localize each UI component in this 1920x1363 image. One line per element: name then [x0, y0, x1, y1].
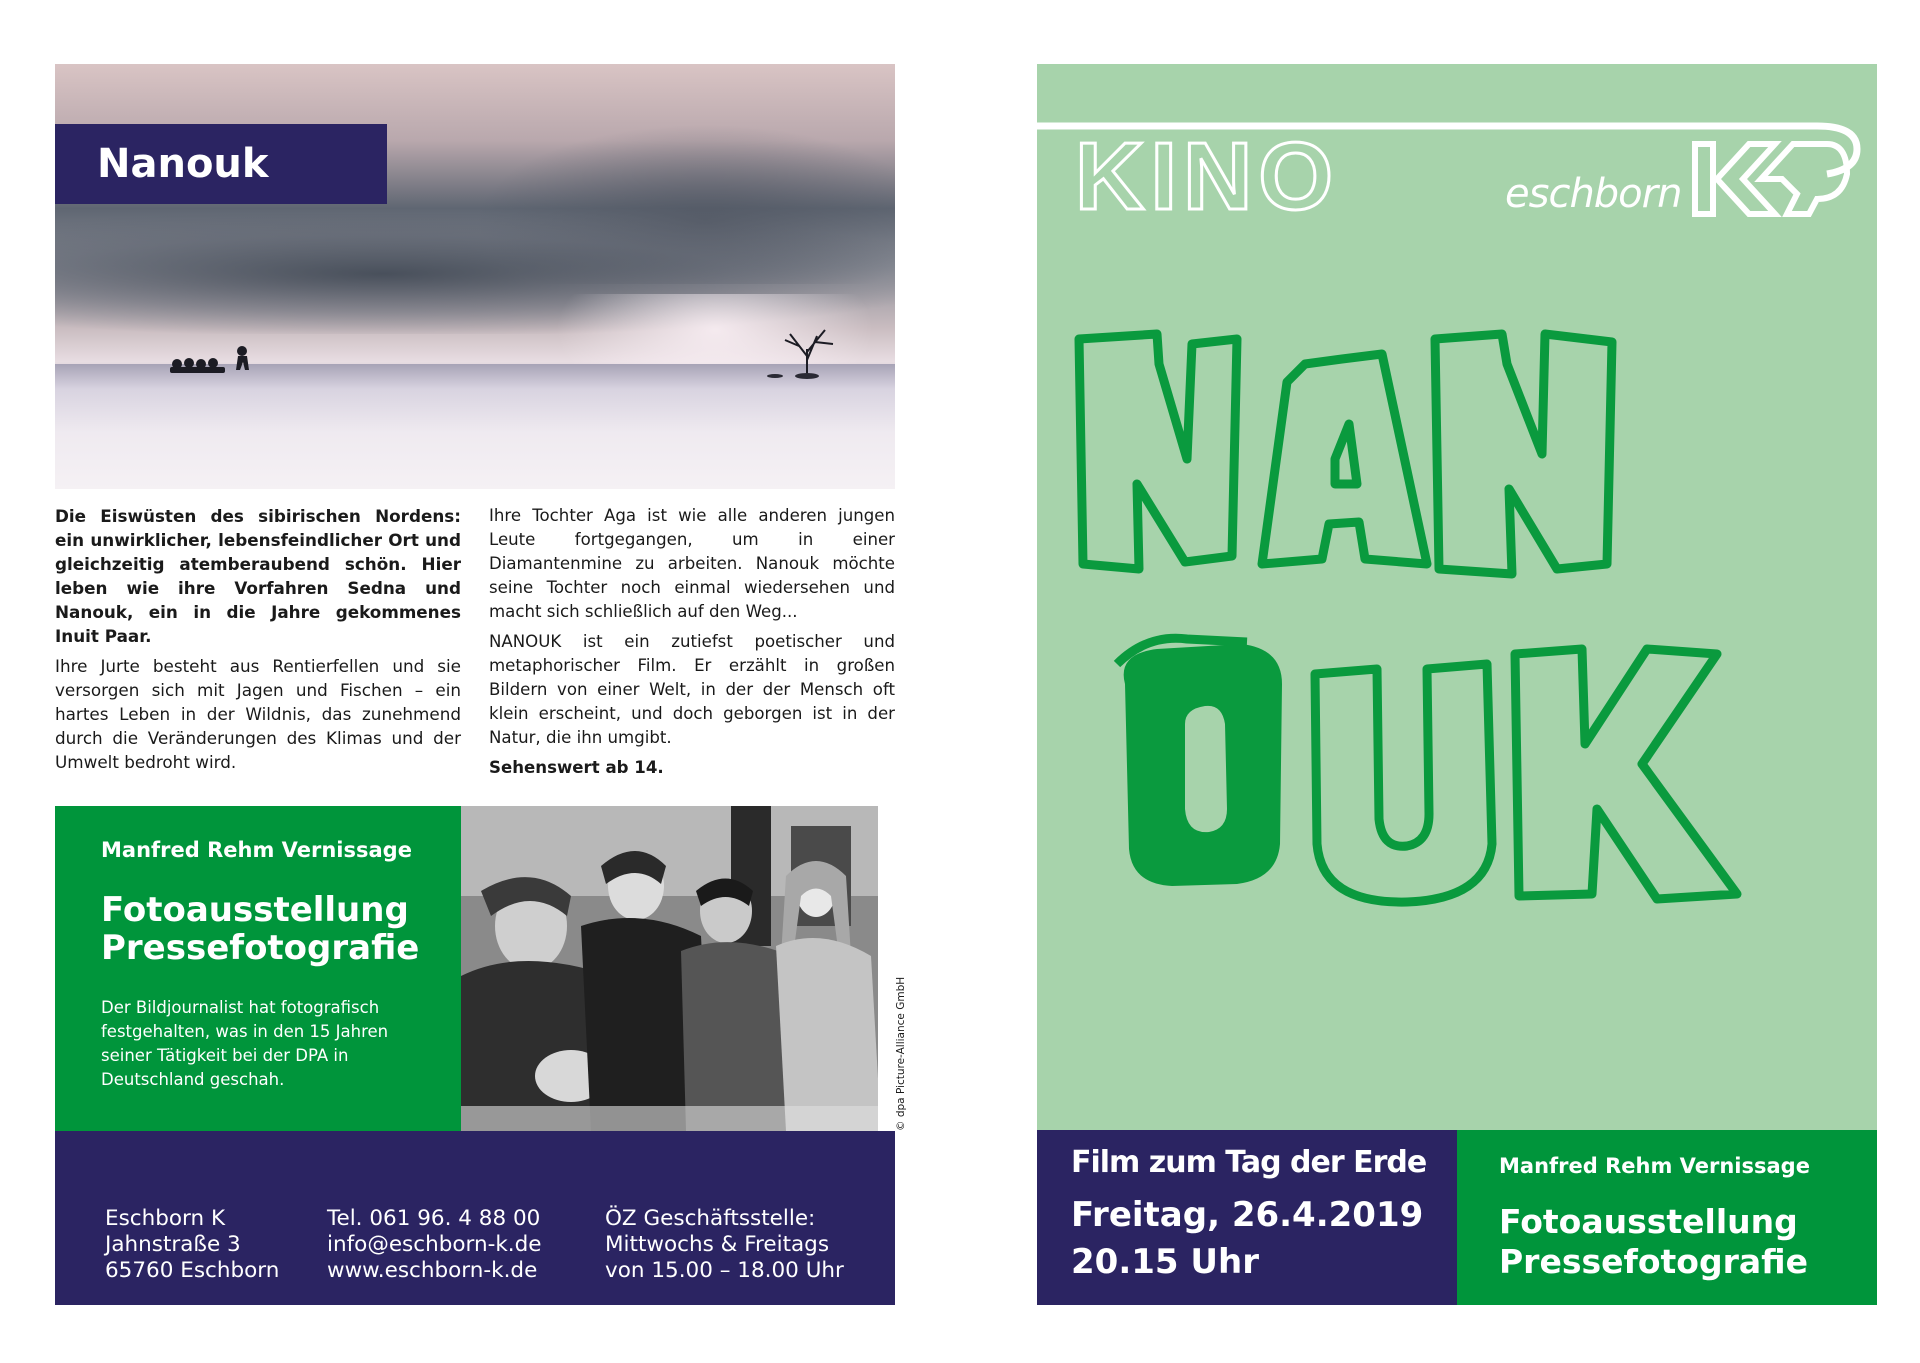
office-hours-block	[605, 1206, 844, 1284]
exhibition-text: Der Bildjournalist hat fotografisch festgehalten, was in den 15 Jahren seiner Tätigkeit bei der DPA in Deutschland geschah.	[101, 998, 389, 1089]
event-date: Freitag, 26.4.2019	[1071, 1195, 1424, 1235]
paragraph-1: Ihre Jurte besteht aus Rentierfellen und sie versorgen sich mit Jagen und Fischen – ein hartes Leben in der Wildnis, das zunehmend durch die Veränderungen des Klimas und der Umwelt bedroht wird.	[55, 656, 461, 772]
kino-logo	[1075, 123, 1339, 230]
office-line: Mittwochs & Freitags	[605, 1232, 830, 1257]
brand-label: eschborn	[1505, 171, 1682, 217]
k-logo-icon	[1695, 144, 1847, 214]
photo-credit: © dpa Picture-Alliance GmbH	[895, 976, 907, 1131]
exhibition-title	[101, 891, 419, 967]
address-line: 65760 Eschborn	[105, 1258, 280, 1283]
office-line: ÖZ Geschäftsstelle:	[605, 1206, 816, 1231]
exhibition-kicker: Manfred Rehm Vernissage	[101, 838, 412, 862]
exhibition-title-line2: Pressefotografie	[101, 928, 420, 968]
event-info-panel	[1037, 1130, 1457, 1305]
address-block	[105, 1206, 279, 1284]
film-title: Nanouk	[55, 124, 387, 204]
paragraph-2: Ihre Tochter Aga ist wie alle anderen jungen Leute fortgegangen, um in einer Diamantenmine zu arbeiten. Nanouk möchte seine Tochter noch einmal wiedersehen und macht sich schließlich auf den Weg...	[489, 506, 895, 621]
paragraph-3: NANOUK ist ein zutiefst poetischer und metaphorischer Film. Er erzählt in großen Bildern von einer Welt, in der der Mensch oft klein erscheint, und doch geborgen ist in der Natur, die ihn umgibt.	[489, 632, 895, 747]
contact-block	[327, 1206, 542, 1284]
credit-strip	[878, 806, 895, 1131]
poster-title-nan	[1079, 334, 1612, 574]
text-column-right	[489, 504, 895, 786]
text-column-left	[55, 504, 461, 780]
poster-title-ouk	[1117, 638, 1737, 902]
cover-exhibition-title-line2: Pressefotografie	[1499, 1242, 1808, 1281]
contact-footer	[55, 1131, 895, 1305]
cover-exhibition-panel	[1457, 1130, 1877, 1305]
cover-exhibition-kicker: Manfred Rehm Vernissage	[1499, 1154, 1810, 1178]
intro-paragraph: Die Eiswüsten des sibirischen Nordens: ein unwirklicher, lebensfeindlicher Ort und gleichzeitig atemberaubend schön. Hier leben wie ihre Vorfahren Sedna und Nanouk, ein in die Jahre gekommenes Inuit Paar.	[55, 506, 461, 646]
email-link[interactable]: info@eschborn-k.de	[327, 1232, 542, 1257]
event-subtitle: Film zum Tag der Erde	[1071, 1145, 1427, 1180]
office-line: von 15.00 – 18.00 Uhr	[605, 1258, 844, 1283]
cover-exhibition-title	[1499, 1202, 1808, 1282]
address-line: Eschborn K	[105, 1206, 226, 1231]
address-line: Jahnstraße 3	[105, 1232, 241, 1257]
kino-label: KINO	[1075, 123, 1339, 230]
exhibition-panel	[55, 806, 461, 1131]
exhibition-title-line1: Fotoausstellung	[101, 890, 409, 930]
press-photo	[461, 806, 895, 1131]
phone-number: Tel. 061 96. 4 88 00	[327, 1206, 541, 1231]
event-time: 20.15 Uhr	[1071, 1242, 1259, 1282]
website-link[interactable]: www.eschborn-k.de	[327, 1258, 538, 1283]
age-rating: Sehenswert ab 14.	[489, 758, 664, 777]
poster-cover	[1037, 64, 1877, 1130]
cover-exhibition-title-line1: Fotoausstellung	[1499, 1202, 1798, 1241]
